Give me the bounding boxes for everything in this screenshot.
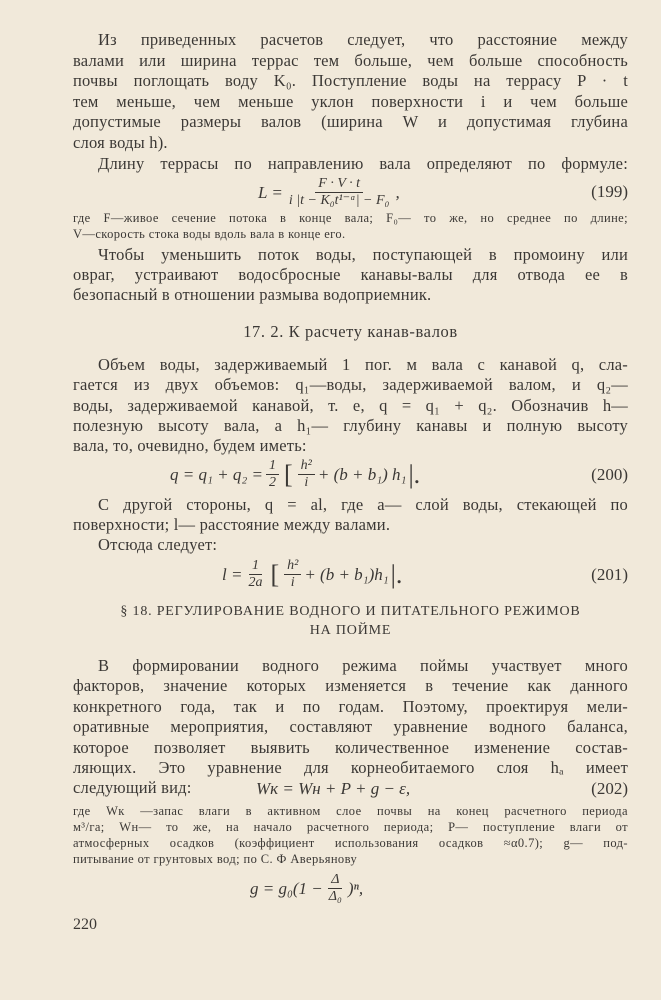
formula-199 [258,176,400,209]
text-line: гается из двух объемов: q₁—воды, задерживаемой валом, и q₂— [73,375,628,394]
numerator: 1 [249,558,262,575]
equation-number: (200) [591,465,628,484]
formula-term: + (b + b₁) h₁ [317,464,407,484]
text-line: Из приведенных расчетов следует, что расстояние между [98,30,628,49]
bracket: [ [270,559,280,589]
text-line: оративные мероприятия, составляют уравнение водного баланса, [73,717,628,736]
section-heading: § 18. РЕГУЛИРОВАНИЕ ВОДНОГО И ПИТАТЕЛЬНОГО РЕЖИМОВ [120,604,581,619]
formula-lhs: l = [222,564,243,584]
footnote-line: где F—живое сечение потока в конце вала; F₀— то же, но среднее по длине; [73,211,628,225]
section-heading: 17. 2. К расчету канав-валов [243,322,458,341]
text-line: овраг, устраивают водосбросные канавы-валы для отвода ее в [73,265,628,284]
equation-number: (199) [591,182,628,201]
formula-200 [170,458,422,491]
denominator: 2a [248,575,263,590]
text-line: конкретного года, так и по годам. Поэтому, проектируя мели- [73,697,628,716]
footnote-line: атмосферных осадков (коэффициент использования осадков ≈α0.7); g— под- [73,836,628,850]
text-line: Чтобы уменьшить поток воды, поступающей в промоину или [98,245,628,264]
text-line: Длину террасы по направлению вала определяют по формуле: [98,154,628,173]
numerator: F · V · t [315,176,363,193]
fraction [298,458,315,491]
footnote-line: питывание от грунтовых вод; по С. Ф Аверьянову [73,852,358,866]
text-line: следующий вид: [73,778,192,797]
formula-202 [256,779,410,799]
text-line: факторов, значение которых изменяется в течение как данного [73,676,628,695]
formula-g [250,872,363,905]
bracket: |. [408,459,421,489]
text-line: С другой стороны, q = al, где a— слой воды, стекающей по [98,495,628,514]
denominator: i [290,575,295,590]
fraction [266,458,279,491]
text-line: безопасный в отношении размыва водоприемник. [73,285,432,304]
fraction [286,176,393,209]
text-line: допустимые размеры валов (ширина W и допустимая глубина [73,112,628,131]
formula-term: )ⁿ, [347,878,364,898]
formula-lhs: g = g₀ [250,878,293,898]
formula-term: + (b + b₁)h₁ [304,564,389,584]
text-line: В формировании водного режима поймы участвует много [98,656,628,675]
text-line: поверхности; l— расстояние между валами. [73,515,391,534]
text-line: вала, то, очевидно, будем иметь: [73,436,307,455]
denominator: i [304,475,309,490]
formula-term: (1 − [292,878,323,898]
text-line: ляющих. Это уравнение для корнеобитаемого слоя hₐ имеет [73,758,628,777]
numerator: h² [284,558,301,575]
fraction [284,558,301,591]
page-number: 220 [73,916,97,933]
text-line: валами или ширина террас тем больше, чем больше способность [73,51,628,70]
bracket: |. [390,559,403,589]
formula-201 [222,558,404,591]
footnote-line: где Wк —запас влаги в активном слое почвы на конец расчетного периода [73,804,628,818]
formula-lhs: L = [258,182,283,202]
equation-number: (202) [591,779,628,798]
text-line: Отсюда следует: [98,535,218,554]
numerator: 1 [266,458,279,475]
fraction [326,872,345,905]
text-line: тем меньше, чем меньше уклон поверхности i и чем больше [73,92,628,111]
text-line: слоя воды h). [73,133,168,152]
text-line: почвы поглощать воду K₀. Поступление воды на террасу P · t [73,71,628,90]
formula-punct: , [395,182,400,202]
bracket: [ [284,459,293,489]
equation-number: (201) [591,565,628,584]
footnote-line: V—скорость стока воды вдоль вала в конце его. [73,227,346,241]
denominator: Δ₀ [328,889,342,904]
numerator: Δ [328,872,342,889]
footnote-line: м³/га; Wн— то же, на начало расчетного периода; P— поступление влаги от [73,820,628,834]
text-line: воды, задерживаемой канавой, т. е, q = q₁ + q₂. Обозначив h— [73,396,628,415]
fraction [245,558,265,591]
text-line: полезную высоту вала, а h₁— глубину канавы и полную высоту [73,416,628,435]
denominator: 2 [269,475,276,490]
text-line: которое позволяет выявить количественное изменение состав- [73,738,628,757]
formula-lhs: q = q₁ + q₂ = [170,464,263,484]
formula-expression: Wк = Wн + P + g − ε, [256,779,411,798]
text-line: Объем воды, задерживаемый 1 пог. м вала с канавой q, сла- [98,355,628,374]
numerator: h² [298,458,315,475]
denominator: i |t − K₀t¹⁻ᵅ| − F₀ [288,193,390,208]
section-heading: НА ПОЙМЕ [309,623,392,638]
